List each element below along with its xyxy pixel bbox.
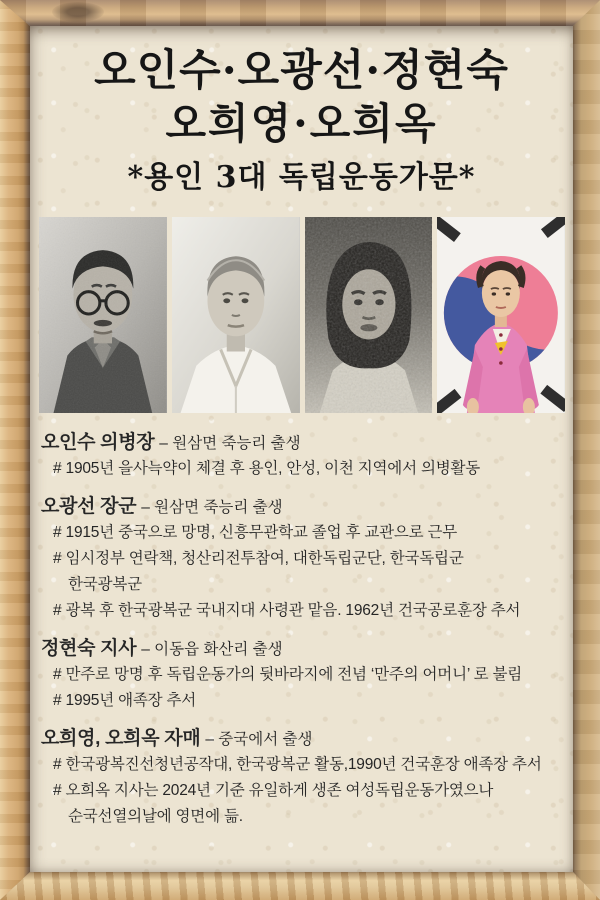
person-origin: – 원삼면 죽능리 출생	[159, 434, 301, 452]
bio-line: # 만주로 망명 후 독립운동가의 뒷바라지에 전념 ‘만주의 어머니’ 로 불림	[53, 665, 523, 683]
bio-sections	[41, 431, 563, 830]
person-name: 오희영, 오희옥 자매	[41, 727, 201, 749]
poster-subtitle: *용인 3대 독립운동가문*	[127, 159, 476, 195]
bio-line-continuation: 한국광복군	[68, 575, 142, 593]
bio-line: # 1915년 중국으로 망명, 신흥무관학교 졸업 후 교관으로 근무	[53, 523, 458, 541]
bw-portrait-elder-woman-icon	[172, 217, 300, 413]
section-o-gwang-seon	[41, 495, 563, 624]
bw-grainy-portrait-young-woman-icon	[305, 217, 433, 413]
section-o-in-su	[41, 431, 563, 482]
section-heading	[41, 431, 563, 456]
person-origin: – 중국에서 출생	[205, 730, 313, 748]
bio-line: # 1905년 을사늑약이 체결 후 용인, 안성, 이천 지역에서 의병활동	[53, 459, 481, 477]
person-name: 정현숙 지사	[41, 637, 137, 659]
bio-line: # 광복 후 한국광복군 국내지대 사령관 맡음. 1962년 건국공로훈장 추서	[53, 601, 521, 619]
portrait-photo-row	[39, 217, 565, 413]
bio-line: # 1995년 애족장 추서	[53, 691, 197, 709]
portrait-young-woman-grainy-photo	[305, 217, 433, 413]
wood-frame-right	[573, 0, 600, 900]
section-heading	[41, 637, 563, 662]
section-o-hui-yeong-o-hui-ok	[41, 727, 563, 830]
section-heading	[41, 495, 563, 520]
section-jeong-hyeon-suk	[41, 637, 563, 714]
wood-frame-top	[0, 0, 600, 26]
bw-portrait-man-glasses-icon	[39, 217, 167, 413]
poster-title-line1: 오인수·오광선·정현숙	[94, 46, 509, 96]
bio-line-continuation: 순국선열의날에 영면에 듦.	[68, 807, 243, 825]
bio-line: # 임시정부 연락책, 청산리전투참여, 대한독립군단, 한국독립군	[53, 549, 464, 567]
poster-title-line2: 오희영·오희옥	[165, 98, 438, 148]
poster-paper	[30, 26, 573, 872]
portrait-elder-woman-pink-taegukgi-photo	[437, 217, 565, 413]
color-portrait-elder-woman-pink-icon	[437, 217, 565, 413]
person-origin: – 이동읍 화산리 출생	[141, 640, 283, 658]
bio-line: # 오희옥 지사는 2024년 기준 유일하게 생존 여성독립운동가였으나	[53, 781, 494, 799]
portrait-elder-woman-hanbok-photo	[172, 217, 300, 413]
person-name: 오인수 의병장	[41, 431, 155, 453]
section-heading	[41, 727, 563, 752]
person-origin: – 원삼면 죽능리 출생	[141, 498, 283, 516]
wood-frame-left	[0, 0, 30, 900]
wood-frame-bottom	[0, 872, 600, 900]
bio-line: # 한국광복진선청년공작대, 한국광복군 활동,1990년 건국훈장 애족장 추서	[53, 755, 542, 773]
portrait-man-glasses-photo	[39, 217, 167, 413]
title-block	[30, 26, 573, 196]
person-name: 오광선 장군	[41, 495, 137, 517]
